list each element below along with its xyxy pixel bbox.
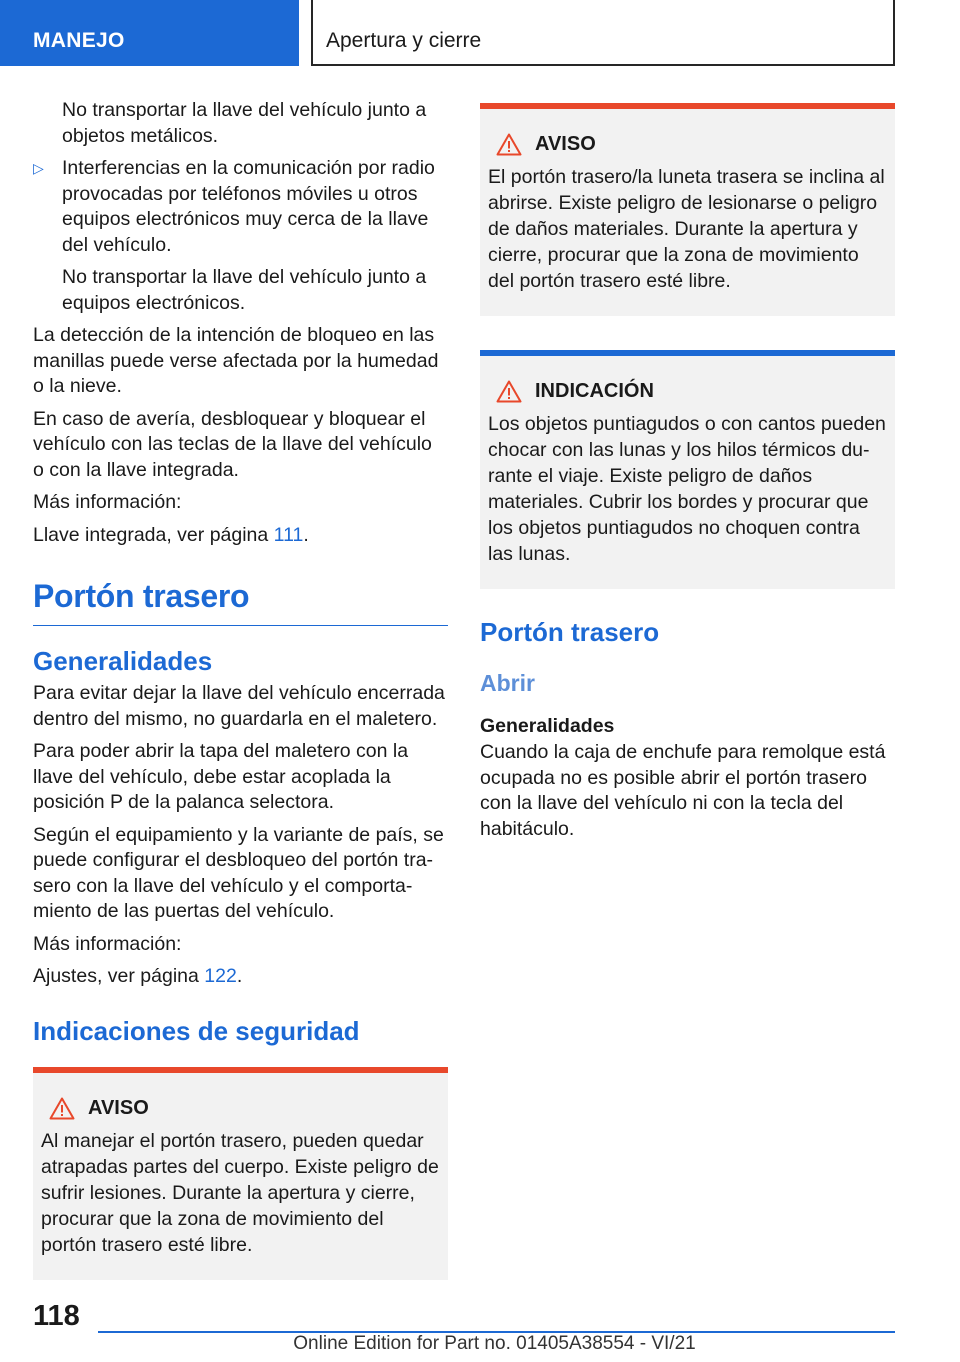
general-paragraph-1: Para evitar dejar la llave del vehículo encerrada dentro del mismo, no guardarla en el maletero. — [33, 682, 445, 730]
general-paragraph-3: Según el equipamiento y la variante de país, se puede configurar el desbloqueo del portón trasero con la llave del vehículo y el comportamiento de las puertas del vehículo. — [33, 823, 444, 922]
note-box-title: INDICACIÓN — [535, 380, 654, 402]
bullet-text: Interferencias en la comunicación por radio provocadas por teléfonos móviles u otros equipos electrónicos muy cerca de la llave del vehículo. — [62, 157, 435, 256]
warning-box-2 — [480, 103, 895, 316]
open-paragraph: Cuando la caja de enchufe para remolque está ocupada no es posible abrir el portón trasero con la llave del vehículo ni con la tecla del habitáculo. — [480, 741, 886, 840]
page-link-111[interactable]: 111 — [273, 523, 304, 546]
intro-paragraph: No transportar la llave del vehículo junto a objetos metálicos. — [62, 99, 427, 147]
header-section-tab — [0, 0, 299, 66]
reference-end-2: . — [236, 965, 243, 987]
warning-box-1-header — [41, 1097, 440, 1120]
reference-text-2: Ajustes, ver página — [33, 965, 205, 987]
humidity-paragraph: La detección de la intención de bloqueo en las manillas puede verse afectada por la humedad o la nieve. — [33, 324, 439, 397]
header-chapter-label: Apertura y cierre — [326, 29, 482, 52]
more-info-label: Más información: — [33, 491, 182, 513]
page-number: 118 — [33, 1300, 80, 1332]
note-box-header — [488, 380, 887, 403]
minor-heading-general: Generalidades — [480, 715, 615, 737]
bullet-triangle-icon: ▷ — [33, 160, 44, 176]
warning-box-2-title: AVISO — [535, 133, 596, 155]
section-heading-porton: Portón trasero — [480, 617, 660, 647]
warning-box-1-title: AVISO — [88, 1096, 149, 1119]
warning-box-2-header — [488, 133, 887, 156]
page-link-122[interactable]: 122 — [204, 965, 237, 987]
general-paragraph-2: Para poder abrir la tapa del maletero con la llave del vehículo, debe estar acoplada la posición P de la palanca selectora. — [33, 740, 409, 813]
warning-triangle-icon — [496, 133, 522, 156]
note-box — [480, 350, 895, 589]
footer-edition: Online Edition for Part no. 01405A38554 - VI/21 — [293, 1333, 696, 1354]
warning-box-2-text: El portón trasero/la luneta trasera se inclina al abrirse. Existe peligro de lesionarse o peligro de daños materiales. Durante la apertura y cierre, procurar que la zona de movimiento del portón trasero esté libre. — [488, 166, 885, 292]
more-info-label-2: Más información: — [33, 932, 182, 955]
left-column — [33, 98, 448, 1280]
fault-paragraph: En caso de avería, desbloquear y bloquear el vehículo con las teclas de la llave del vehículo o con la llave integrada. — [33, 407, 432, 481]
section-heading-general: Generalidades — [33, 646, 213, 676]
header-section-label: MANEJO — [33, 29, 125, 52]
section-heading-safety: Indicaciones de seguridad — [33, 1015, 360, 1046]
warning-triangle-icon — [49, 1097, 75, 1120]
bullet-item — [33, 156, 448, 258]
subsection-heading-abrir: Abrir — [480, 670, 535, 696]
warning-box-1-text: Al manejar el portón trasero, pueden quedar atrapadas partes del cuerpo. Existe peligro de sufrir lesiones. Durante la apertura y cierre, procurar que la zona de movimiento del portón trasero esté libre. — [41, 1129, 439, 1256]
chapter-title: Portón trasero — [33, 578, 448, 626]
warning-box-1 — [33, 1067, 448, 1280]
warning-triangle-icon — [496, 380, 522, 403]
note-box-text: Los objetos puntiagudos o con cantos pueden chocar con las lunas y los hilos térmicos durante el viaje. Existe peligro de daños materiales. Cubrir los bordes y procurar que los objetos puntiagudos no choquen contra las lunas. — [488, 413, 886, 565]
reference-integrated-key — [33, 523, 448, 549]
right-column — [480, 103, 895, 849]
reference-end: . — [303, 523, 309, 546]
header-chapter-box — [311, 0, 895, 66]
reference-text: Llave integrada, ver página — [33, 523, 274, 546]
reference-settings — [33, 964, 448, 990]
bullet-followup-paragraph: No transportar la llave del vehículo junto a equipos electrónicos. — [62, 266, 427, 314]
